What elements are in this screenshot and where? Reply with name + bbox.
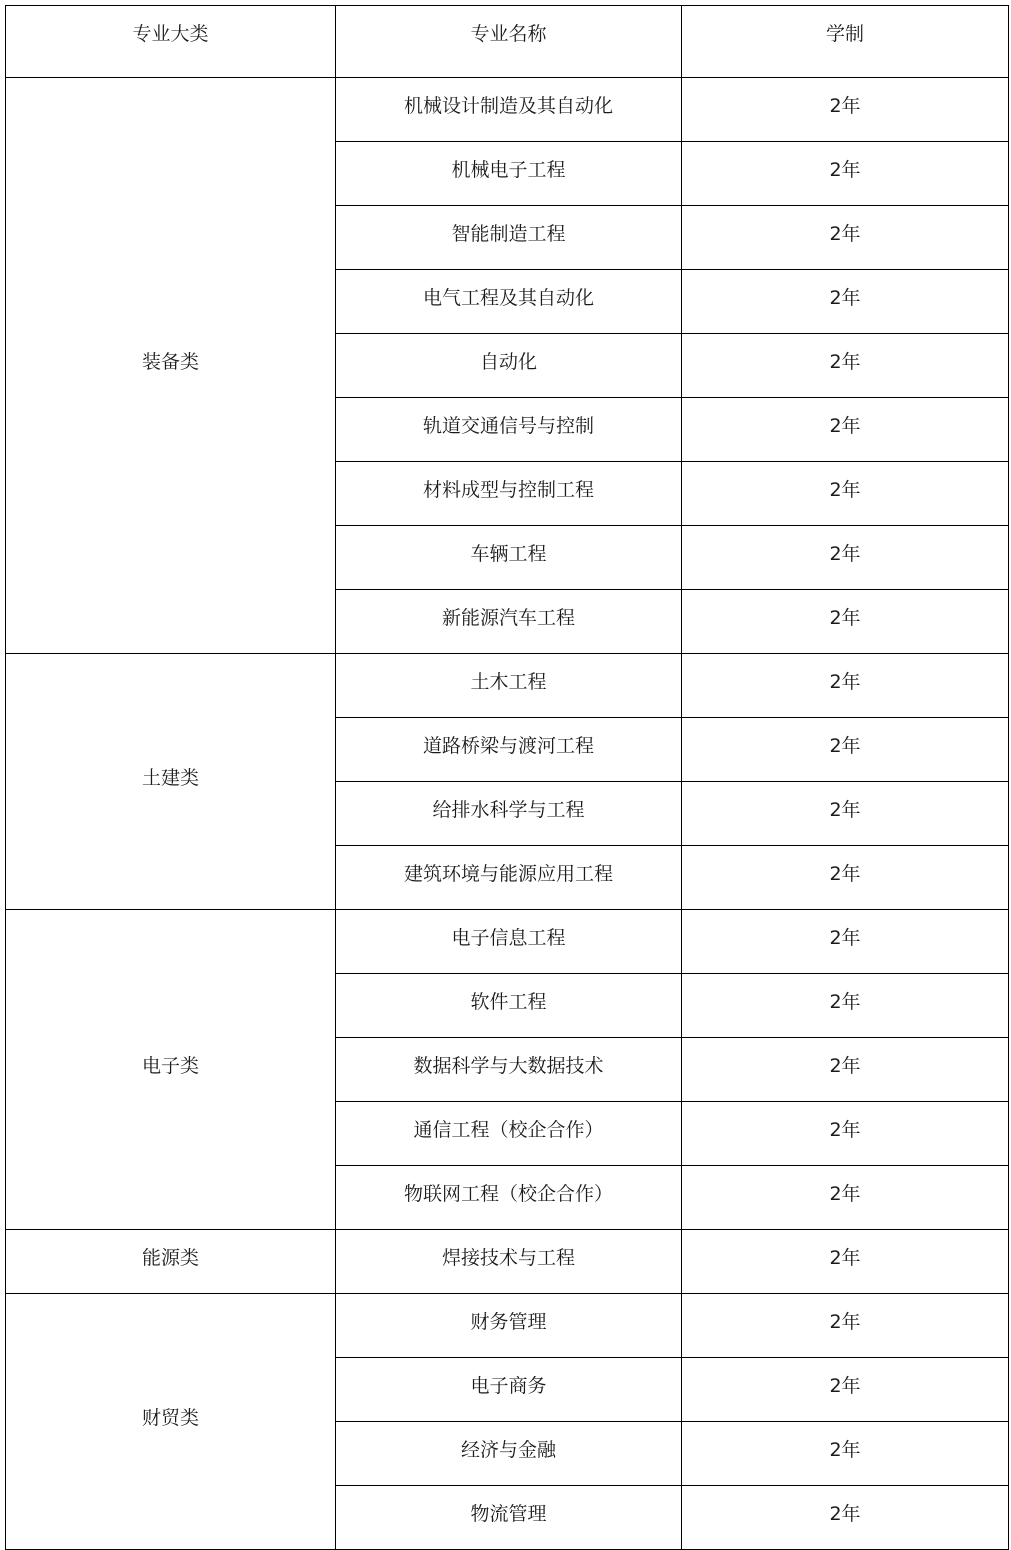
table-row [6, 1230, 1009, 1294]
header-major: 专业名称 [336, 6, 682, 78]
duration-cell: 2年 [682, 1166, 1009, 1230]
category-cell: 财贸类 [6, 1294, 336, 1550]
major-name-cell: 电子信息工程 [336, 910, 682, 974]
major-name-cell: 建筑环境与能源应用工程 [336, 846, 682, 910]
major-name-cell: 物流管理 [336, 1486, 682, 1550]
major-name-cell: 材料成型与控制工程 [336, 462, 682, 526]
major-name-cell: 电气工程及其自动化 [336, 270, 682, 334]
major-name-cell: 经济与金融 [336, 1422, 682, 1486]
category-cell: 装备类 [6, 78, 336, 654]
duration-cell: 2年 [682, 1486, 1009, 1550]
duration-cell: 2年 [682, 1230, 1009, 1294]
major-name-cell: 机械设计制造及其自动化 [336, 78, 682, 142]
duration-cell: 2年 [682, 846, 1009, 910]
table-header-row [6, 6, 1009, 78]
duration-cell: 2年 [682, 654, 1009, 718]
duration-cell: 2年 [682, 782, 1009, 846]
major-name-cell: 给排水科学与工程 [336, 782, 682, 846]
duration-cell: 2年 [682, 974, 1009, 1038]
major-name-cell: 焊接技术与工程 [336, 1230, 682, 1294]
duration-cell: 2年 [682, 1102, 1009, 1166]
duration-cell: 2年 [682, 590, 1009, 654]
duration-cell: 2年 [682, 1358, 1009, 1422]
major-name-cell: 物联网工程（校企合作） [336, 1166, 682, 1230]
major-name-cell: 新能源汽车工程 [336, 590, 682, 654]
major-name-cell: 道路桥梁与渡河工程 [336, 718, 682, 782]
table-row [6, 654, 1009, 718]
duration-cell: 2年 [682, 718, 1009, 782]
header-duration: 学制 [682, 6, 1009, 78]
duration-cell: 2年 [682, 334, 1009, 398]
duration-cell: 2年 [682, 910, 1009, 974]
duration-cell: 2年 [682, 462, 1009, 526]
major-name-cell: 土木工程 [336, 654, 682, 718]
major-name-cell: 通信工程（校企合作） [336, 1102, 682, 1166]
table-row [6, 910, 1009, 974]
major-name-cell: 自动化 [336, 334, 682, 398]
major-name-cell: 机械电子工程 [336, 142, 682, 206]
major-name-cell: 智能制造工程 [336, 206, 682, 270]
category-cell: 电子类 [6, 910, 336, 1230]
major-name-cell: 车辆工程 [336, 526, 682, 590]
duration-cell: 2年 [682, 1294, 1009, 1358]
major-name-cell: 财务管理 [336, 1294, 682, 1358]
duration-cell: 2年 [682, 142, 1009, 206]
duration-cell: 2年 [682, 1038, 1009, 1102]
category-cell: 土建类 [6, 654, 336, 910]
duration-cell: 2年 [682, 398, 1009, 462]
majors-table [5, 5, 1009, 1550]
major-name-cell: 数据科学与大数据技术 [336, 1038, 682, 1102]
major-name-cell: 轨道交通信号与控制 [336, 398, 682, 462]
duration-cell: 2年 [682, 526, 1009, 590]
major-name-cell: 软件工程 [336, 974, 682, 1038]
duration-cell: 2年 [682, 206, 1009, 270]
duration-cell: 2年 [682, 78, 1009, 142]
duration-cell: 2年 [682, 1422, 1009, 1486]
major-name-cell: 电子商务 [336, 1358, 682, 1422]
table-body [6, 78, 1009, 1550]
table-row [6, 78, 1009, 142]
duration-cell: 2年 [682, 270, 1009, 334]
header-category: 专业大类 [6, 6, 336, 78]
category-cell: 能源类 [6, 1230, 336, 1294]
table-row [6, 1294, 1009, 1358]
